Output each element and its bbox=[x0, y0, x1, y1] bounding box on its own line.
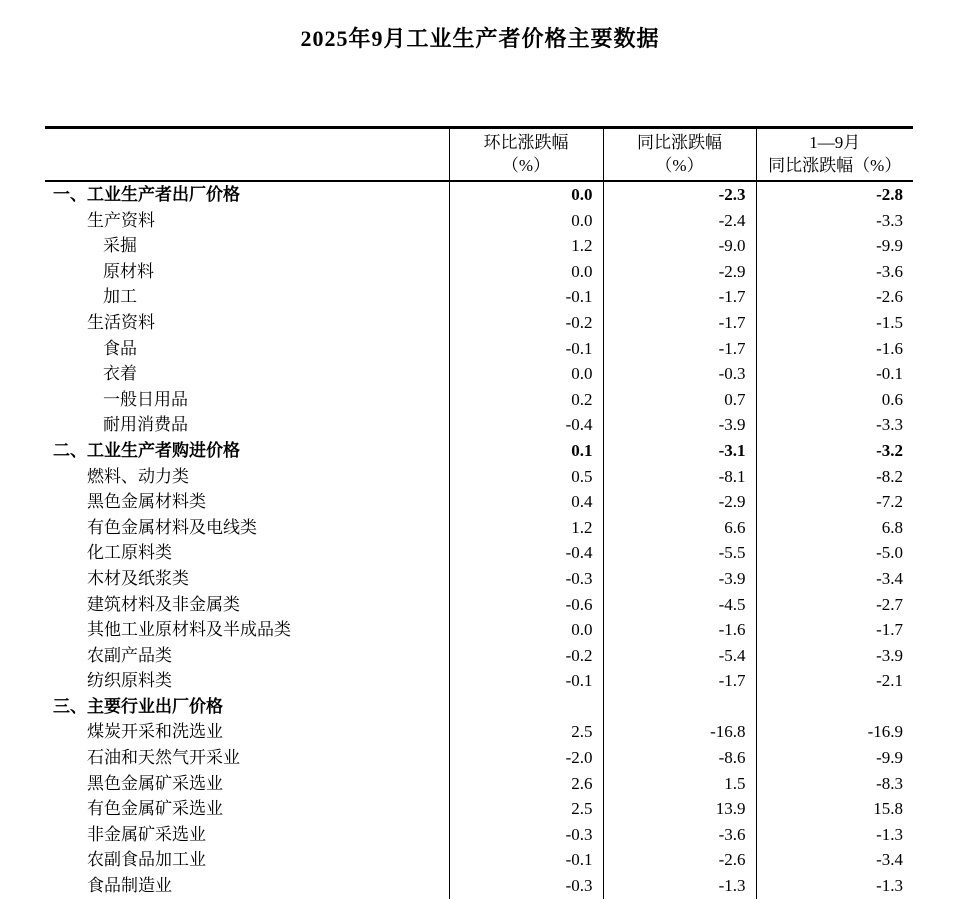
row-label: 农副产品类 bbox=[87, 645, 172, 665]
column-header-yoy-line1: 同比涨跌幅 bbox=[637, 133, 722, 152]
row-value-yoy: -3.9 bbox=[603, 412, 756, 438]
table-row bbox=[45, 719, 913, 745]
row-label: 一、工业生产者出厂价格 bbox=[53, 185, 240, 204]
row-label: 煤炭开采和洗选业 bbox=[87, 722, 223, 742]
row-value-yoy: -1.3 bbox=[603, 873, 756, 899]
row-value-ytd: -7.2 bbox=[756, 489, 913, 515]
row-value-mom: 0.0 bbox=[449, 208, 603, 234]
row-value-mom: 0.5 bbox=[449, 464, 603, 490]
row-label-column-header bbox=[45, 128, 449, 182]
column-header-mom bbox=[449, 128, 603, 182]
row-label: 生产资料 bbox=[87, 210, 155, 230]
row-value-yoy: -1.6 bbox=[603, 617, 756, 643]
table-row bbox=[45, 822, 913, 848]
row-value-ytd: 6.8 bbox=[756, 515, 913, 541]
row-value-mom: 0.0 bbox=[449, 259, 603, 285]
row-value-mom: -0.1 bbox=[449, 668, 603, 694]
row-label: 纺织原料类 bbox=[87, 671, 172, 691]
row-value-ytd: -3.3 bbox=[756, 208, 913, 234]
row-label: 食品 bbox=[103, 338, 137, 358]
row-value-ytd: -0.1 bbox=[756, 361, 913, 387]
row-value-yoy: -9.0 bbox=[603, 233, 756, 259]
row-value-ytd: 15.8 bbox=[756, 796, 913, 822]
row-value-mom: -0.3 bbox=[449, 566, 603, 592]
table-row bbox=[45, 515, 913, 541]
row-value-mom: -0.1 bbox=[449, 284, 603, 310]
row-label: 有色金属矿采选业 bbox=[87, 799, 223, 819]
row-value-yoy: -4.5 bbox=[603, 592, 756, 618]
row-value-mom bbox=[449, 694, 603, 720]
row-value-mom: -0.4 bbox=[449, 540, 603, 566]
row-label: 石油和天然气开采业 bbox=[87, 748, 240, 768]
table-row bbox=[45, 438, 913, 464]
row-value-yoy: -1.7 bbox=[603, 668, 756, 694]
table-row bbox=[45, 873, 913, 899]
row-value-mom: -2.0 bbox=[449, 745, 603, 771]
row-value-yoy: 0.7 bbox=[603, 387, 756, 413]
row-value-yoy: -5.4 bbox=[603, 643, 756, 669]
row-value-ytd: -2.1 bbox=[756, 668, 913, 694]
table-row bbox=[45, 643, 913, 669]
table-row bbox=[45, 284, 913, 310]
column-header-yoy bbox=[603, 128, 756, 182]
row-value-ytd: -1.3 bbox=[756, 822, 913, 848]
row-label: 有色金属材料及电线类 bbox=[87, 517, 257, 537]
row-value-mom: -0.1 bbox=[449, 336, 603, 362]
table-row bbox=[45, 208, 913, 234]
row-label: 黑色金属矿采选业 bbox=[87, 773, 223, 793]
table-row bbox=[45, 310, 913, 336]
table-row bbox=[45, 412, 913, 438]
row-label: 生活资料 bbox=[87, 312, 155, 332]
row-label: 非金属矿采选业 bbox=[87, 824, 206, 844]
row-label: 耐用消费品 bbox=[103, 415, 188, 435]
row-label: 其他工业原材料及半成品类 bbox=[87, 620, 291, 640]
row-value-mom: 1.2 bbox=[449, 515, 603, 541]
column-header-ytd bbox=[756, 128, 913, 182]
row-value-mom: 0.0 bbox=[449, 361, 603, 387]
row-label: 农副食品加工业 bbox=[87, 850, 206, 870]
row-label: 一般日用品 bbox=[103, 389, 188, 409]
table-row bbox=[45, 668, 913, 694]
row-value-ytd: -8.3 bbox=[756, 771, 913, 797]
row-value-mom: 0.2 bbox=[449, 387, 603, 413]
row-value-ytd: -1.3 bbox=[756, 873, 913, 899]
row-value-mom: -0.4 bbox=[449, 412, 603, 438]
column-header-yoy-line2: （%） bbox=[655, 156, 704, 175]
row-value-ytd: -9.9 bbox=[756, 745, 913, 771]
row-value-yoy: -2.9 bbox=[603, 489, 756, 515]
row-label: 化工原料类 bbox=[87, 543, 172, 563]
row-value-yoy: -1.7 bbox=[603, 284, 756, 310]
row-value-ytd: -5.0 bbox=[756, 540, 913, 566]
row-value-yoy bbox=[603, 694, 756, 720]
column-header-ytd-line1: 1—9月 bbox=[809, 133, 861, 152]
row-value-mom: 2.6 bbox=[449, 771, 603, 797]
row-label: 衣着 bbox=[103, 364, 137, 384]
row-label: 加工 bbox=[103, 287, 137, 307]
row-value-mom: 0.1 bbox=[449, 438, 603, 464]
row-value-ytd: -3.9 bbox=[756, 643, 913, 669]
row-value-ytd: -16.9 bbox=[756, 719, 913, 745]
row-value-ytd: 0.6 bbox=[756, 387, 913, 413]
row-value-ytd: -3.6 bbox=[756, 259, 913, 285]
row-value-yoy: 6.6 bbox=[603, 515, 756, 541]
row-label: 木材及纸浆类 bbox=[87, 568, 189, 588]
table-row bbox=[45, 489, 913, 515]
row-label: 二、工业生产者购进价格 bbox=[53, 440, 240, 460]
row-value-ytd: -3.4 bbox=[756, 566, 913, 592]
row-label: 三、主要行业出厂价格 bbox=[53, 696, 223, 716]
row-value-ytd: -3.3 bbox=[756, 412, 913, 438]
table-row bbox=[45, 694, 913, 720]
row-value-mom: -0.6 bbox=[449, 592, 603, 618]
row-value-mom: -0.3 bbox=[449, 873, 603, 899]
table-row bbox=[45, 592, 913, 618]
row-label: 黑色金属材料类 bbox=[87, 492, 206, 512]
table-body bbox=[45, 181, 913, 899]
row-value-yoy: -3.9 bbox=[603, 566, 756, 592]
row-value-ytd: -3.4 bbox=[756, 847, 913, 873]
row-value-yoy: -2.4 bbox=[603, 208, 756, 234]
row-value-yoy: 1.5 bbox=[603, 771, 756, 797]
row-label: 燃料、动力类 bbox=[87, 466, 189, 486]
table-row bbox=[45, 181, 913, 208]
row-value-mom: 2.5 bbox=[449, 796, 603, 822]
page-title: 2025年9月工业生产者价格主要数据 bbox=[300, 26, 660, 51]
row-value-ytd: -2.7 bbox=[756, 592, 913, 618]
table-row bbox=[45, 771, 913, 797]
row-value-yoy: -8.1 bbox=[603, 464, 756, 490]
table-row bbox=[45, 361, 913, 387]
table-row bbox=[45, 540, 913, 566]
row-value-mom: 0.0 bbox=[449, 181, 603, 208]
row-value-mom: -0.2 bbox=[449, 310, 603, 336]
table-row bbox=[45, 464, 913, 490]
table-row bbox=[45, 336, 913, 362]
row-label: 食品制造业 bbox=[87, 876, 172, 896]
column-header-ytd-line2: 同比涨跌幅（%） bbox=[768, 156, 902, 175]
table-row bbox=[45, 259, 913, 285]
data-table bbox=[45, 126, 913, 899]
row-value-yoy: 13.9 bbox=[603, 796, 756, 822]
row-value-ytd: -1.5 bbox=[756, 310, 913, 336]
row-value-yoy: -8.6 bbox=[603, 745, 756, 771]
row-value-yoy: -1.7 bbox=[603, 336, 756, 362]
row-label: 建筑材料及非金属类 bbox=[87, 594, 240, 614]
row-value-ytd: -9.9 bbox=[756, 233, 913, 259]
row-label: 采掘 bbox=[103, 236, 137, 256]
table-row bbox=[45, 617, 913, 643]
row-value-yoy: -0.3 bbox=[603, 361, 756, 387]
row-value-yoy: -2.3 bbox=[603, 181, 756, 208]
table-row bbox=[45, 745, 913, 771]
row-value-ytd: -1.6 bbox=[756, 336, 913, 362]
row-value-yoy: -3.1 bbox=[603, 438, 756, 464]
table-header bbox=[45, 128, 913, 182]
table-row bbox=[45, 387, 913, 413]
row-value-ytd: -8.2 bbox=[756, 464, 913, 490]
data-table-container bbox=[45, 126, 913, 899]
row-value-mom: 1.2 bbox=[449, 233, 603, 259]
row-value-mom: 2.5 bbox=[449, 719, 603, 745]
row-value-ytd: -3.2 bbox=[756, 438, 913, 464]
table-row bbox=[45, 847, 913, 873]
column-header-mom-line1: 环比涨跌幅 bbox=[483, 133, 569, 152]
row-value-mom: 0.0 bbox=[449, 617, 603, 643]
row-value-yoy: -1.7 bbox=[603, 310, 756, 336]
row-value-yoy: -3.6 bbox=[603, 822, 756, 848]
table-row bbox=[45, 566, 913, 592]
row-label: 原材料 bbox=[103, 261, 154, 281]
table-row bbox=[45, 796, 913, 822]
row-value-ytd: -2.6 bbox=[756, 284, 913, 310]
row-value-yoy: -2.9 bbox=[603, 259, 756, 285]
row-value-yoy: -2.6 bbox=[603, 847, 756, 873]
row-value-ytd bbox=[756, 694, 913, 720]
column-header-mom-line2: （%） bbox=[501, 156, 551, 175]
row-value-mom: -0.3 bbox=[449, 822, 603, 848]
row-value-yoy: -16.8 bbox=[603, 719, 756, 745]
row-value-yoy: -5.5 bbox=[603, 540, 756, 566]
row-value-mom: 0.4 bbox=[449, 489, 603, 515]
table-row bbox=[45, 233, 913, 259]
row-value-mom: -0.2 bbox=[449, 643, 603, 669]
row-value-ytd: -2.8 bbox=[756, 181, 913, 208]
row-value-mom: -0.1 bbox=[449, 847, 603, 873]
row-value-ytd: -1.7 bbox=[756, 617, 913, 643]
